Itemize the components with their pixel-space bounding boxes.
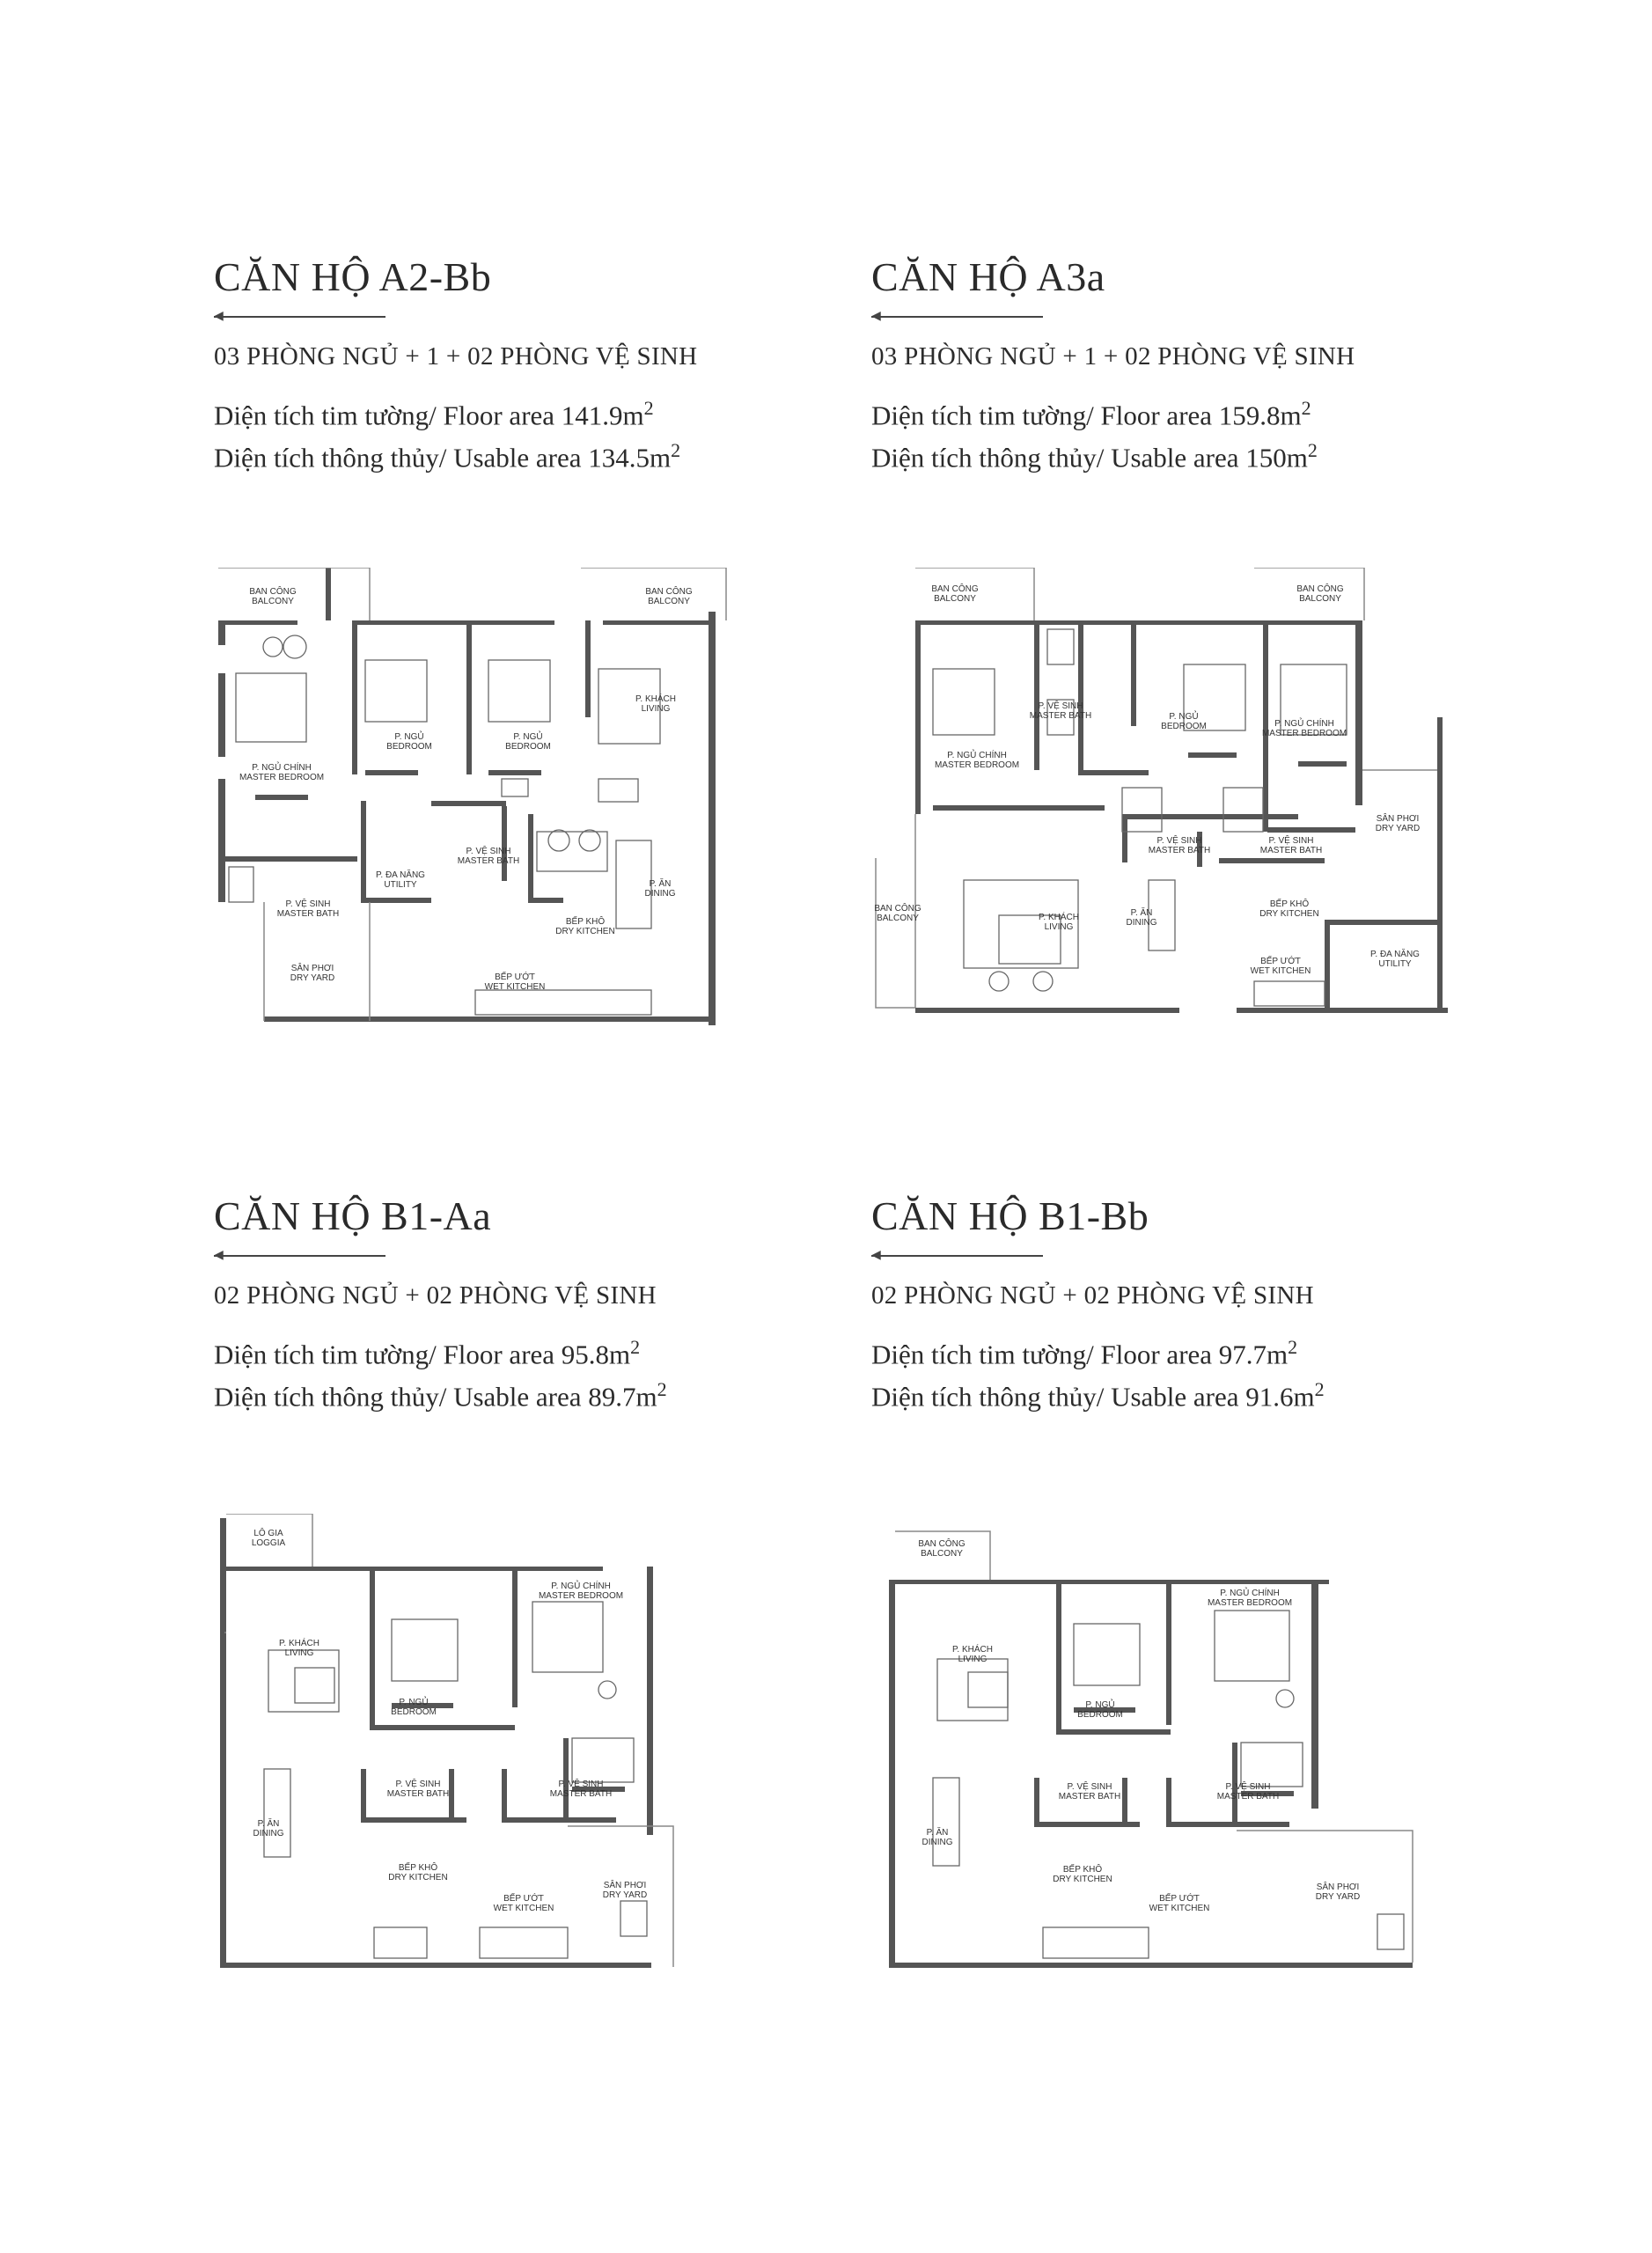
label-living: P. KHÁCH [1039, 913, 1079, 922]
floor-area: Diện tích tim tường/ Floor area $97.7m^2$ [871, 1336, 1298, 1370]
svg-text:BALCONY: BALCONY [648, 597, 690, 606]
label-bedroom-2: P. NGỦ [513, 732, 543, 742]
area-block [871, 1330, 1435, 1415]
label-balcony-2: BAN CÔNG [645, 587, 693, 597]
svg-text:UTILITY: UTILITY [384, 880, 417, 890]
svg-text:MASTER BATH: MASTER BATH [457, 856, 520, 866]
svg-text:DRY KITCHEN: DRY KITCHEN [388, 1873, 448, 1882]
floor-area: Diện tích tim tường/ Floor area $159.8m^2$ [871, 397, 1311, 431]
usable-area: Diện tích thông thủy/ Usable area $134.5m^2$ [214, 439, 681, 473]
svg-text:MASTER BEDROOM: MASTER BEDROOM [934, 760, 1020, 770]
usable-area: Diện tích thông thủy/ Usable area $89.7m^2$ [214, 1378, 667, 1413]
label-dry-kitchen: BẾP KHÔ [398, 1863, 438, 1873]
svg-text:MASTER BATH: MASTER BATH [1029, 711, 1092, 721]
svg-text:MASTER BEDROOM: MASTER BEDROOM [538, 1591, 624, 1601]
label-dry-yard: SÂN PHƠI [1316, 1882, 1360, 1892]
title-underline-arrow: ◀ [214, 311, 385, 323]
svg-text:BEDROOM: BEDROOM [1077, 1710, 1123, 1720]
svg-text:BALCONY: BALCONY [252, 597, 294, 606]
label-balcony: BAN CÔNG [918, 1539, 966, 1549]
floor-plan-b1-aa [216, 1514, 744, 1971]
label-master-bath-2: P. VỆ SINH [466, 847, 511, 856]
label-bedroom: P. NGỦ [1169, 712, 1199, 722]
label-dining: P. ĂN [1130, 908, 1153, 918]
label-master-bath-2: P. VỆ SINH [1156, 836, 1202, 846]
unit-b1-aa [214, 1193, 777, 1415]
room-count: 02 PHÒNG NGỦ + 02 PHÒNG VỆ SINH [871, 1281, 1314, 1310]
unit-a3a [871, 253, 1435, 476]
label-dry-kitchen: BẾP KHÔ [1269, 899, 1310, 909]
title-underline-arrow: ◀ [871, 311, 1043, 323]
svg-text:DRY KITCHEN: DRY KITCHEN [1053, 1875, 1112, 1884]
svg-text:DINING: DINING [1126, 918, 1157, 928]
svg-text:WET KITCHEN: WET KITCHEN [493, 1904, 554, 1913]
label-bedroom-1: P. NGỦ [394, 732, 424, 742]
label-living: P. KHÁCH [952, 1645, 993, 1655]
svg-text:BALCONY: BALCONY [934, 594, 976, 604]
label-balcony-2: BAN CÔNG [1296, 584, 1344, 594]
label-dry-yard: SÂN PHƠI [1376, 814, 1420, 824]
svg-text:WET KITCHEN: WET KITCHEN [1250, 966, 1311, 976]
room-labels [239, 585, 693, 992]
svg-text:MASTER BATH: MASTER BATH [1216, 1792, 1280, 1802]
label-master-bath-1: P. VỆ SINH [1067, 1782, 1112, 1792]
label-utility: P. ĐA NĂNG [1370, 950, 1420, 959]
svg-text:DRY KITCHEN: DRY KITCHEN [555, 927, 615, 936]
label-master-bedroom: P. NGỦ CHÍNH [252, 763, 312, 773]
label-wet-kitchen: BẾP ƯỚT [1159, 1894, 1200, 1904]
floor-plan-b1-bb [885, 1527, 1430, 1971]
svg-text:MASTER BATH: MASTER BATH [1058, 1792, 1121, 1802]
label-master-bath-1: P. VỆ SINH [395, 1780, 441, 1789]
svg-text:LIVING: LIVING [1044, 922, 1074, 932]
room-count: 03 PHÒNG NGỦ + 1 + 02 PHÒNG VỆ SINH [214, 342, 698, 371]
svg-text:DRY KITCHEN: DRY KITCHEN [1259, 909, 1319, 919]
label-master-bath-3: P. VỆ SINH [1268, 836, 1314, 846]
svg-text:DRY YARD: DRY YARD [602, 1890, 648, 1900]
title-underline-arrow: ◀ [871, 1250, 1043, 1262]
svg-text:DRY YARD: DRY YARD [1375, 824, 1421, 833]
floor-plan-a2-bb [211, 568, 739, 1025]
svg-text:DINING: DINING [921, 1838, 953, 1847]
area-block [214, 1330, 777, 1415]
label-dry-kitchen: BẾP KHÔ [1062, 1865, 1103, 1875]
svg-text:MASTER BATH: MASTER BATH [276, 909, 340, 919]
floor-area: Diện tích tim tường/ Floor area $95.8m^2$ [214, 1336, 641, 1370]
label-master-bath-2: P. VỆ SINH [1225, 1782, 1271, 1792]
label-living: P. KHÁCH [635, 694, 676, 704]
svg-text:LIVING: LIVING [958, 1655, 988, 1664]
label-dry-kitchen: BẾP KHÔ [565, 917, 606, 927]
svg-text:MASTER BEDROOM: MASTER BEDROOM [239, 773, 325, 782]
label-dining: P. ĂN [926, 1828, 949, 1838]
svg-text:BEDROOM: BEDROOM [386, 742, 432, 752]
label-master-bath-2: P. VỆ SINH [558, 1780, 604, 1789]
area-block [214, 391, 777, 476]
label-master-bedroom: P. NGỦ CHÍNH [1220, 1589, 1280, 1598]
label-balcony-3: BAN CÔNG [874, 904, 921, 914]
svg-text:BEDROOM: BEDROOM [391, 1707, 437, 1717]
label-wet-kitchen: BẾP ƯỚT [503, 1894, 544, 1904]
label-dry-yard: SÂN PHƠI [290, 964, 334, 973]
svg-text:LIVING: LIVING [641, 704, 671, 714]
label-dry-yard: SÂN PHƠI [603, 1881, 647, 1890]
svg-text:DRY YARD: DRY YARD [290, 973, 335, 983]
svg-text:BEDROOM: BEDROOM [1161, 722, 1207, 731]
unit-a2-bb [214, 253, 777, 476]
title-underline-arrow: ◀ [214, 1250, 385, 1262]
label-living: P. KHÁCH [279, 1639, 319, 1648]
unit-title: CĂN HỘ B1-Bb [871, 1193, 1149, 1238]
label-wet-kitchen: BẾP ƯỚT [1260, 957, 1301, 966]
svg-text:LIVING: LIVING [284, 1648, 314, 1658]
label-bedroom: P. NGỦ [399, 1698, 429, 1707]
label-balcony-1: BAN CÔNG [931, 584, 979, 594]
svg-text:DINING: DINING [644, 889, 676, 899]
label-loggia: LÔ GIA [253, 1529, 283, 1538]
svg-text:BALCONY: BALCONY [877, 914, 919, 923]
label-bedroom: P. NGỦ [1085, 1700, 1115, 1710]
svg-text:WET KITCHEN: WET KITCHEN [484, 982, 546, 992]
svg-text:UTILITY: UTILITY [1378, 959, 1412, 969]
svg-text:MASTER BEDROOM: MASTER BEDROOM [1261, 729, 1347, 738]
label-master-bath-1: P. VỆ SINH [285, 899, 331, 909]
svg-text:MASTER BATH: MASTER BATH [549, 1789, 613, 1799]
label-master-bedroom-1: P. NGỦ CHÍNH [947, 751, 1007, 760]
label-dining: P. ĂN [257, 1819, 280, 1829]
floor-plan-a3a [867, 568, 1448, 1025]
unit-title: CĂN HỘ B1-Aa [214, 1193, 492, 1238]
usable-area: Diện tích thông thủy/ Usable area $150m^2$ [871, 439, 1318, 473]
unit-b1-bb [871, 1193, 1435, 1415]
svg-text:MASTER BATH: MASTER BATH [386, 1789, 450, 1799]
svg-text:BALCONY: BALCONY [921, 1549, 963, 1559]
room-count: 03 PHÒNG NGỦ + 1 + 02 PHÒNG VỆ SINH [871, 342, 1355, 371]
svg-text:WET KITCHEN: WET KITCHEN [1149, 1904, 1210, 1913]
label-utility: P. ĐA NĂNG [376, 870, 425, 880]
floor-area: Diện tích tim tường/ Floor area $141.9m^2$ [214, 397, 654, 431]
usable-area: Diện tích thông thủy/ Usable area $91.6m^2$ [871, 1378, 1325, 1413]
unit-title: CĂN HỘ A3a [871, 254, 1105, 299]
area-block [871, 391, 1435, 476]
label-wet-kitchen: BẾP ƯỚT [495, 972, 535, 982]
room-count: 02 PHÒNG NGỦ + 02 PHÒNG VỆ SINH [214, 1281, 657, 1310]
svg-text:MASTER BATH: MASTER BATH [1148, 846, 1211, 855]
label-balcony-1: BAN CÔNG [249, 587, 297, 597]
label-master-bedroom-2: P. NGỦ CHÍNH [1274, 719, 1334, 729]
svg-text:DINING: DINING [253, 1829, 284, 1838]
svg-text:BALCONY: BALCONY [1299, 594, 1341, 604]
svg-text:MASTER BATH: MASTER BATH [1259, 846, 1323, 855]
label-master-bath-1: P. VỆ SINH [1038, 701, 1083, 711]
svg-text:BEDROOM: BEDROOM [505, 742, 551, 752]
svg-text:LOGGIA: LOGGIA [251, 1538, 286, 1548]
label-dining: P. ĂN [649, 879, 672, 889]
svg-text:DRY YARD: DRY YARD [1315, 1892, 1361, 1902]
label-master-bedroom: P. NGỦ CHÍNH [551, 1582, 611, 1591]
svg-text:MASTER BEDROOM: MASTER BEDROOM [1207, 1598, 1293, 1608]
unit-title: CĂN HỘ A2-Bb [214, 254, 492, 299]
